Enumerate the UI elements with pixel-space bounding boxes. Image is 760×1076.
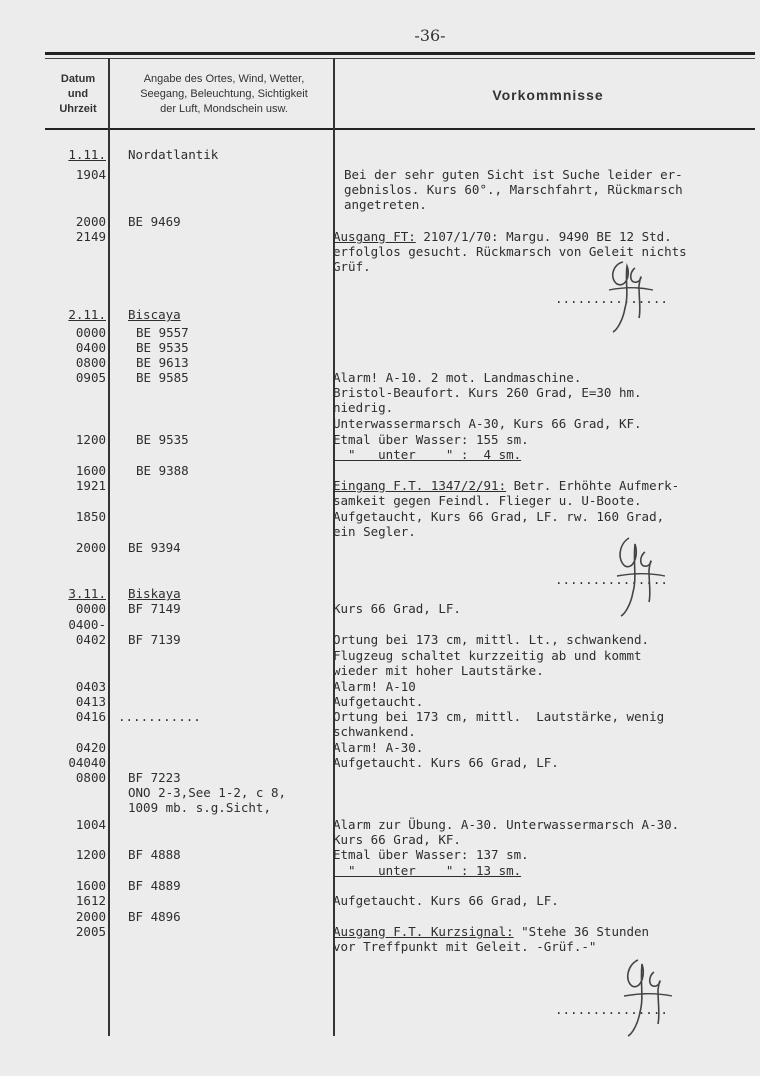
date-entry: 3.11. [68, 586, 106, 601]
header-angabe: Angabe des Ortes, Wind, Wetter, Seegang, Beleuchtung, Sichtigkeit der Luft, Mondschein usw. [140, 73, 308, 115]
time-entry: 0800 [75, 770, 106, 785]
event-line: vor Treffpunkt mit Geleit. -Grüf.-" [333, 939, 597, 954]
event-line: wieder mit hoher Lautstärke. [333, 663, 544, 678]
place-entry: Biskaya [128, 586, 181, 601]
signature-dots: ............... [555, 291, 668, 306]
event-line: niedrig. [333, 400, 394, 415]
place-entry: BE 9585 [136, 370, 189, 385]
time-entry: 0403 [75, 679, 106, 694]
header-datum: Datum und Uhrzeit [59, 73, 97, 115]
signature-2 [605, 530, 675, 620]
event-line: Etmal über Wasser: 155 sm. [333, 432, 529, 447]
place-entry: BF 4888 [128, 847, 181, 862]
signature-dots: ............... [555, 572, 668, 587]
time-entry: 0420 [75, 740, 106, 755]
event-line: Eingang F.T. 1347/2/91: Betr. Erhöhte Aufmerk- [333, 478, 680, 493]
signature-1 [595, 250, 665, 335]
time-entry: 1200 [75, 847, 106, 862]
event-line: Alarm! A-10 [333, 679, 416, 694]
event-line: Bristol-Beaufort. Kurs 260 Grad, E=30 hm. [333, 385, 642, 400]
signature-dots: ............... [555, 1002, 668, 1017]
place-entry: BF 7139 [128, 632, 181, 647]
top-rule-thin [45, 58, 755, 59]
event-line: Alarm! A-30. [333, 740, 424, 755]
event-line: samkeit gegen Feindl. Flieger u. U-Boote. [333, 493, 642, 508]
event-line: Aufgetaucht. [333, 694, 424, 709]
event-line: Ausgang F.T. Kurzsignal: "Stehe 36 Stunden [333, 924, 650, 939]
place-entry: BE 9535 [136, 340, 189, 355]
time-entry: 0402 [75, 632, 106, 647]
time-entry: 1921 [75, 478, 106, 493]
event-line: Aufgetaucht, Kurs 66 Grad, LF. rw. 160 Grad, [333, 509, 665, 524]
place-entry: BE 9557 [136, 325, 189, 340]
column-divider-1 [108, 58, 110, 1036]
place-entry: BE 9469 [128, 214, 181, 229]
event-line: Bei der sehr guten Sicht ist Suche leider er- [344, 167, 683, 182]
header-rule [45, 128, 755, 130]
event-line: angetreten. [344, 197, 427, 212]
time-entry: 0413 [75, 694, 106, 709]
place-entry: Nordatlantik [128, 147, 219, 162]
event-line: Ortung bei 173 cm, mittl. Lautstärke, wenig [333, 709, 665, 724]
event-line: Alarm! A-10. 2 mot. Landmaschine. [333, 370, 582, 385]
event-line: Kurs 66 Grad, KF. [333, 832, 461, 847]
event-line: " unter " : 13 sm. [333, 863, 522, 878]
event-line: Flugzeug schaltet kurzzeitig ab und kommt [333, 648, 642, 663]
column-divider-2 [333, 58, 335, 1036]
event-line: Etmal über Wasser: 137 sm. [333, 847, 529, 862]
event-line: Alarm zur Übung. A-30. Unterwassermarsch A-30. [333, 817, 680, 832]
event-line: " unter " : 4 sm. [333, 447, 522, 462]
place-entry: Biscaya [128, 307, 181, 322]
time-entry: 1600 [75, 878, 106, 893]
signature-3 [612, 950, 682, 1040]
time-entry: 1904 [75, 167, 106, 182]
time-entry: 0416 [75, 709, 106, 724]
time-entry: 0400 [75, 340, 106, 355]
time-entry: 0800 [75, 355, 106, 370]
time-entry: 1612 [75, 893, 106, 908]
date-entry: 2.11. [68, 307, 106, 322]
event-line: Kurs 66 Grad, LF. [333, 601, 461, 616]
event-line: schwankend. [333, 724, 416, 739]
top-rule [45, 52, 755, 55]
place-entry: BF 4896 [128, 909, 181, 924]
place-entry: BE 9613 [136, 355, 189, 370]
event-line: erfolglos gesucht. Rückmarsch von Geleit nichts [333, 244, 687, 259]
time-entry: 0400- [68, 617, 106, 632]
time-entry: 2005 [75, 924, 106, 939]
time-entry: 0000 [75, 325, 106, 340]
event-line: gebnislos. Kurs 60°., Marschfahrt, Rückmarsch [344, 182, 683, 197]
event-line: Ausgang FT: 2107/1/70: Margu. 9490 BE 12 Std. [333, 229, 672, 244]
event-line: Aufgetaucht. Kurs 66 Grad, LF. [333, 893, 559, 908]
place-entry: ONO 2-3,See 1-2, c 8, [128, 785, 287, 800]
time-entry: 1850 [75, 509, 106, 524]
event-line: Aufgetaucht. Kurs 66 Grad, LF. [333, 755, 559, 770]
time-entry: 1200 [75, 432, 106, 447]
time-entry: 04040 [68, 755, 106, 770]
header-vorkommnisse: Vorkommnisse [492, 87, 604, 103]
place-entry: 1009 mb. s.g.Sicht, [128, 800, 271, 815]
place-entry: BF 7223 [128, 770, 181, 785]
time-entry: 2000 [75, 214, 106, 229]
time-entry: 0905 [75, 370, 106, 385]
time-entry: 1004 [75, 817, 106, 832]
event-line: Unterwassermarsch A-30, Kurs 66 Grad, KF. [333, 416, 642, 431]
time-entry: 2149 [75, 229, 106, 244]
time-entry: 1600 [75, 463, 106, 478]
place-entry: BE 9535 [136, 432, 189, 447]
event-line: ein Segler. [333, 524, 416, 539]
place-entry: BF 4889 [128, 878, 181, 893]
time-entry: 0000 [75, 601, 106, 616]
event-line: Ortung bei 173 cm, mittl. Lt., schwankend. [333, 632, 650, 647]
time-entry: 2000 [75, 540, 106, 555]
place-dotted-entry: ........... [118, 709, 201, 724]
date-entry: 1.11. [68, 147, 106, 162]
time-entry: 2000 [75, 909, 106, 924]
place-entry: BE 9388 [136, 463, 189, 478]
place-entry: BF 7149 [128, 601, 181, 616]
event-line: Grüf. [333, 259, 371, 274]
page-number: -36- [414, 26, 446, 45]
place-entry: BE 9394 [128, 540, 181, 555]
